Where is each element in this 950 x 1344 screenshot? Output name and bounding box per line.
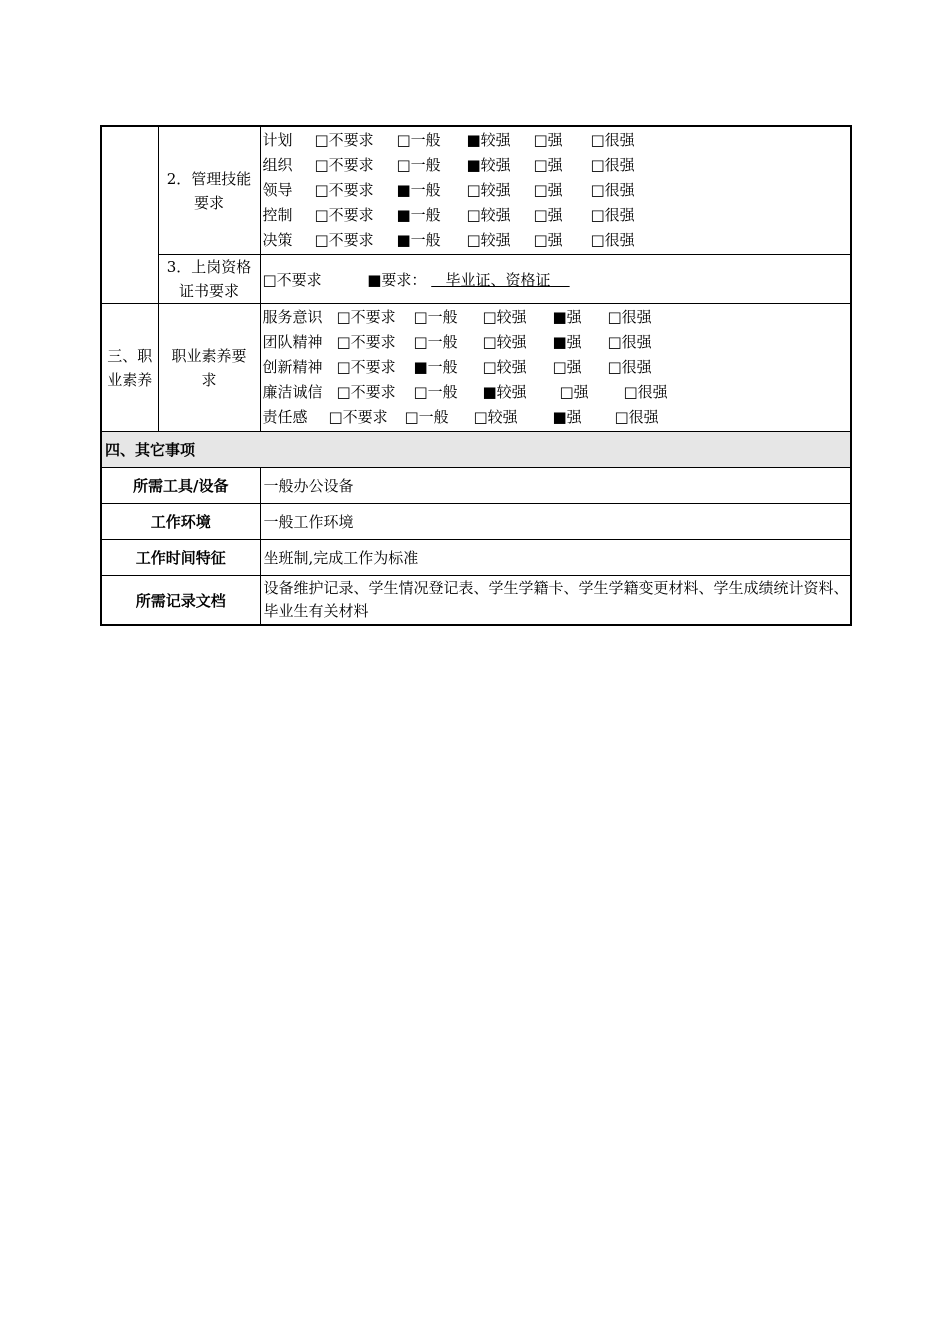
rating-option[interactable]: □很强 [607, 308, 652, 326]
rating-option[interactable]: □不要求 [336, 308, 396, 326]
rating-option[interactable]: □强 [533, 181, 563, 199]
rating-row-label: 控制 [262, 206, 293, 224]
rating-option[interactable]: □一般 [396, 131, 441, 149]
rating-row [263, 380, 851, 405]
rating-option[interactable]: □很强 [607, 358, 652, 376]
rating-row [263, 305, 851, 330]
rating-option[interactable]: □一般 [413, 308, 458, 326]
records-value: 设备维护记录、学生情况登记表、学生学籍卡、学生学籍变更材料、学生成绩统计资料、毕业生有关材料 [260, 576, 851, 626]
tools-label: 所需工具/设备 [101, 468, 260, 504]
rating-option[interactable]: ■一般 [396, 206, 441, 224]
rating-option[interactable]: ■强 [552, 408, 582, 426]
mgmt-skills-options [260, 126, 851, 255]
rating-option[interactable]: □很强 [590, 156, 635, 174]
rating-row [263, 178, 851, 203]
rating-option[interactable]: □很强 [607, 333, 652, 351]
rating-option[interactable]: □较强 [466, 231, 511, 249]
cert-value: 毕业证、资格证 [445, 270, 551, 289]
cert-not-required[interactable]: □不要求 [262, 270, 322, 289]
rating-row [263, 330, 851, 355]
rating-row-label: 计划 [262, 131, 293, 149]
rating-option[interactable]: □强 [552, 358, 582, 376]
quality-options [260, 304, 851, 432]
rating-option[interactable]: □不要求 [314, 231, 374, 249]
requirements-table [100, 125, 852, 626]
rating-option[interactable]: □较强 [482, 358, 527, 376]
blank-section-cell [101, 126, 158, 304]
rating-option[interactable]: ■一般 [396, 231, 441, 249]
rating-option[interactable]: □不要求 [314, 131, 374, 149]
certificate-label: 3．上岗资格证书要求 [158, 255, 260, 304]
rating-row [263, 153, 851, 178]
rating-row-label: 组织 [262, 156, 293, 174]
rating-row [263, 228, 851, 253]
rating-option[interactable]: □一般 [396, 156, 441, 174]
rating-option[interactable]: □很强 [590, 206, 635, 224]
other-item-row [101, 468, 851, 504]
rating-row-label: 责任感 [262, 408, 308, 426]
rating-option[interactable]: ■较强 [466, 131, 511, 149]
rating-row [263, 203, 851, 228]
work-time-label: 工作时间特征 [101, 540, 260, 576]
rating-option[interactable]: □强 [533, 131, 563, 149]
rating-option[interactable]: ■较强 [482, 383, 527, 401]
rating-option[interactable]: □不要求 [328, 408, 388, 426]
rating-option[interactable]: □不要求 [314, 181, 374, 199]
rating-option[interactable]: □很强 [590, 231, 635, 249]
rating-row-label: 廉洁诚信 [262, 383, 323, 401]
environment-value: 一般工作环境 [260, 504, 851, 540]
environment-label: 工作环境 [101, 504, 260, 540]
rating-option[interactable]: □较强 [473, 408, 518, 426]
rating-row [263, 405, 851, 430]
rating-row-label: 团队精神 [262, 333, 323, 351]
work-time-value: 坐班制,完成工作为标准 [260, 540, 851, 576]
quality-section-label: 三、职业素养 [101, 304, 158, 432]
cert-required[interactable]: ■要求： [367, 270, 427, 289]
records-label: 所需记录文档 [101, 576, 260, 626]
certificate-options [260, 255, 851, 304]
rating-option[interactable]: □较强 [466, 206, 511, 224]
tools-value: 一般办公设备 [260, 468, 851, 504]
rating-option[interactable]: □强 [533, 231, 563, 249]
rating-option[interactable]: □强 [533, 206, 563, 224]
mgmt-skills-row [101, 126, 851, 255]
rating-option[interactable]: □不要求 [336, 333, 396, 351]
job-description-sheet [100, 125, 850, 626]
rating-option[interactable]: □较强 [466, 181, 511, 199]
rating-option[interactable]: □不要求 [314, 206, 374, 224]
rating-option[interactable]: □较强 [482, 333, 527, 351]
rating-option[interactable]: □较强 [482, 308, 527, 326]
rating-option[interactable]: □不要求 [336, 358, 396, 376]
rating-option[interactable]: ■较强 [466, 156, 511, 174]
rating-option[interactable]: ■一般 [396, 181, 441, 199]
rating-option[interactable]: □很强 [590, 181, 635, 199]
certificate-row [101, 255, 851, 304]
rating-option[interactable]: □很强 [590, 131, 635, 149]
rating-option[interactable]: ■一般 [413, 358, 458, 376]
rating-row-label: 领导 [262, 181, 293, 199]
rating-option[interactable]: ■强 [552, 333, 582, 351]
rating-option[interactable]: □强 [533, 156, 563, 174]
rating-option[interactable]: □一般 [413, 333, 458, 351]
rating-row-label: 创新精神 [262, 358, 323, 376]
quality-row [101, 304, 851, 432]
rating-option[interactable]: □不要求 [336, 383, 396, 401]
other-item-row [101, 540, 851, 576]
mgmt-skills-label: 2．管理技能要求 [158, 126, 260, 255]
other-section-row [101, 432, 851, 468]
rating-option[interactable]: □不要求 [314, 156, 374, 174]
rating-option[interactable]: ■强 [552, 308, 582, 326]
rating-option[interactable]: □强 [559, 383, 589, 401]
rating-option[interactable]: □很强 [623, 383, 668, 401]
rating-row [263, 355, 851, 380]
other-item-row [101, 504, 851, 540]
rating-option[interactable]: □一般 [404, 408, 449, 426]
rating-row [263, 128, 851, 153]
rating-row-label: 决策 [262, 231, 293, 249]
rating-option[interactable]: □一般 [413, 383, 458, 401]
other-item-row [101, 576, 851, 626]
quality-sub-label: 职业素养要求 [158, 304, 260, 432]
rating-row-label: 服务意识 [262, 308, 323, 326]
rating-option[interactable]: □很强 [614, 408, 659, 426]
other-section-title: 四、其它事项 [101, 432, 851, 468]
